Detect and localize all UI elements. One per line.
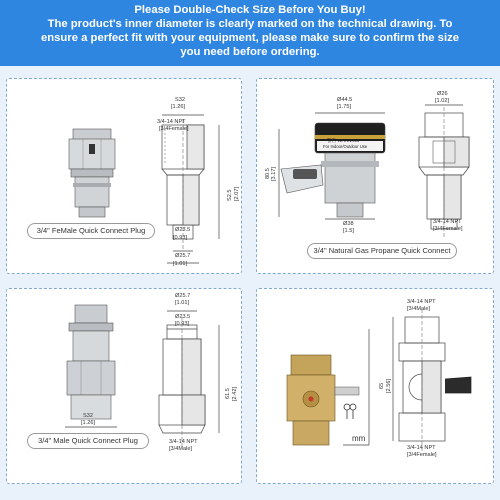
banner-text-line: you need before ordering. xyxy=(180,46,320,58)
male-plug-inner-dim-inch: [0.93] xyxy=(175,321,189,327)
male-plug-inner-dim: Ø23.5 xyxy=(175,314,191,320)
male-plug-drawing xyxy=(7,289,242,484)
male-plug-hex-dim-inch: [1.26] xyxy=(81,420,95,426)
male-plug-height-dim: 61.5 xyxy=(225,388,231,399)
warning-banner xyxy=(0,0,500,66)
gas-connect-top-dim-inch: [1.75] xyxy=(337,104,351,110)
male-plug-top-dim-inch: [1.01] xyxy=(175,300,189,306)
female-plug-hex-dim: S32 xyxy=(175,97,185,103)
female-plug-hex-dim-inch: [1.26] xyxy=(171,104,185,110)
male-plug-thread-label: 3/4-14 NPT xyxy=(169,439,198,445)
male-plug-panel xyxy=(6,288,242,484)
male-plug-caption: 3/4" Male Quick Connect Plug xyxy=(27,433,149,449)
gas-connect-warning-label: 警告 WARNING xyxy=(327,138,360,143)
gas-connect-height-dim: 80.5 xyxy=(265,168,271,179)
male-plug-thread-sub: [3/4Male] xyxy=(169,446,193,452)
gas-connect-bottom-dim: Ø38 xyxy=(343,221,354,227)
female-plug-caption: 3/4" FeMale Quick Connect Plug xyxy=(27,223,155,239)
male-plug-hex-dim: S32 xyxy=(83,413,93,419)
gas-connect-top-dim: Ø44.5 xyxy=(337,97,353,103)
male-plug-height-dim-inch: [2.42] xyxy=(232,387,238,401)
banner-text-line: ensure a perfect fit with your equipment, please make sure to confirm the size xyxy=(40,32,460,44)
female-plug-thread-sub: [3/4Female] xyxy=(159,126,189,132)
female-plug-section xyxy=(162,115,219,263)
ball-valve-panel xyxy=(256,288,494,484)
female-plug-inner-dim: Ø23.5 xyxy=(175,227,191,233)
male-plug-top-dim: Ø25.7 xyxy=(175,293,191,299)
female-plug-height-dim-inch: [2.07] xyxy=(234,187,240,201)
gas-connect-warning-label-sub: For Indoor/Outdoor Use xyxy=(323,144,368,149)
ball-valve-unit-label: mm xyxy=(352,434,366,443)
ball-valve-height-dim: 65 xyxy=(379,382,385,389)
female-plug-inner-dim-inch: [0.93] xyxy=(173,235,187,241)
banner-heading: Please Double-Check Size Before You Buy! xyxy=(134,4,366,16)
female-plug-panel xyxy=(6,78,242,274)
gas-connect-side-dim: Ø26 xyxy=(437,91,448,97)
female-plug-height-dim: S2.5 xyxy=(227,189,233,201)
female-plug-outer-dim-inch: [1.01] xyxy=(173,261,187,267)
ball-valve-section xyxy=(343,309,471,453)
gas-connect-height-dim-inch: [3.17] xyxy=(271,167,277,181)
gas-connect-panel xyxy=(256,78,494,274)
ball-valve-top-thread: 3/4-14 NPT xyxy=(407,299,436,305)
male-plug-photo xyxy=(67,305,115,419)
banner-text-line: The product's inner diameter is clearly marked on the technical drawing. To xyxy=(47,18,453,30)
gas-connect-thread-sub: [3/4Female] xyxy=(433,226,463,232)
female-plug-photo xyxy=(69,129,115,217)
ball-valve-bottom-thread-sub: [3/4Female] xyxy=(407,452,437,458)
female-plug-outer-dim: Ø25.7 xyxy=(175,253,191,259)
ball-valve-height-dim-inch: [2.56] xyxy=(386,379,392,393)
ball-valve-bottom-thread: 3/4-14 NPT xyxy=(407,445,436,451)
female-plug-thread-label: 3/4-14 NPT xyxy=(157,119,186,125)
gas-connect-caption: 3/4" Natural Gas Propane Quick Connect xyxy=(307,243,457,259)
gas-connect-side-dim-inch: [1.02] xyxy=(435,98,449,104)
gas-connect-bottom-dim-inch: [1.5] xyxy=(343,228,354,234)
ball-valve-drawing xyxy=(257,289,494,484)
ball-valve-photo xyxy=(287,355,359,445)
ball-valve-top-thread-sub: [3/4Male] xyxy=(407,306,431,312)
gas-connect-thread-label: 3/4-14 NPT xyxy=(433,219,462,225)
female-plug-drawing xyxy=(7,79,242,274)
